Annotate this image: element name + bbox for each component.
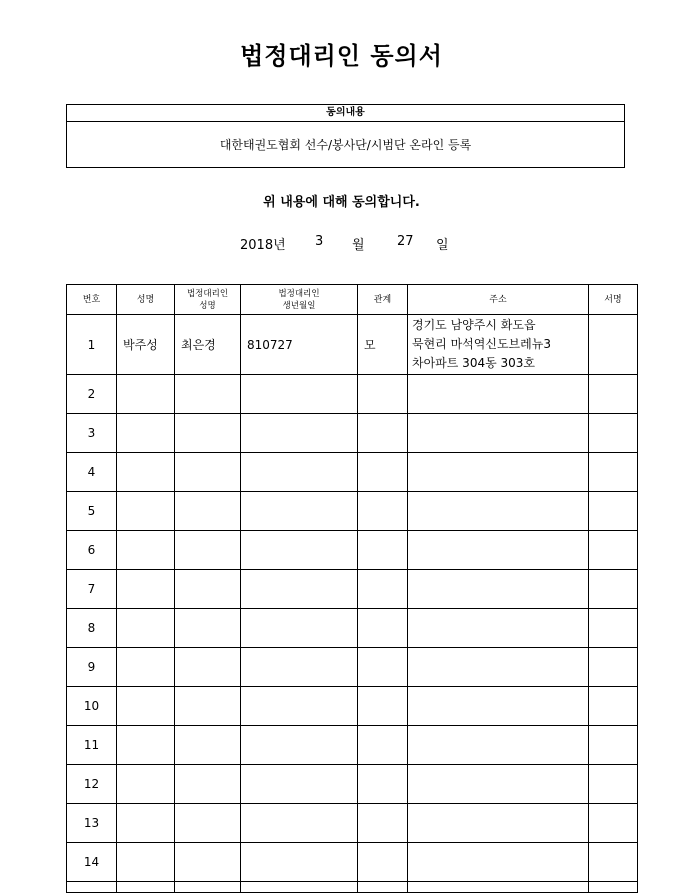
cell-name xyxy=(117,414,175,453)
table-row xyxy=(67,726,638,765)
cell-guardian-birth xyxy=(241,375,358,414)
cell-guardian-birth xyxy=(241,804,358,843)
cell-guardian-birth: 810727 xyxy=(241,315,358,375)
table-row xyxy=(67,453,638,492)
cell-guardian-birth xyxy=(241,609,358,648)
cell-signature xyxy=(589,609,638,648)
cell-signature xyxy=(589,492,638,531)
cell-guardian-birth xyxy=(241,492,358,531)
table-row xyxy=(67,609,638,648)
cell-guardian-birth xyxy=(241,531,358,570)
cell-address xyxy=(408,414,589,453)
empty-cell xyxy=(358,882,408,893)
cell-no: 2 xyxy=(67,375,117,414)
cell-signature xyxy=(589,315,638,375)
cell-no: 6 xyxy=(67,531,117,570)
cell-address xyxy=(408,531,589,570)
cell-guardian-name xyxy=(175,687,241,726)
table-row-partial xyxy=(67,882,638,893)
cell-name xyxy=(117,804,175,843)
table-row xyxy=(67,531,638,570)
table-row xyxy=(67,765,638,804)
cell-relation xyxy=(358,648,408,687)
cell-relation xyxy=(358,687,408,726)
cell-no: 5 xyxy=(67,492,117,531)
cell-address xyxy=(408,570,589,609)
cell-guardian-name xyxy=(175,804,241,843)
cell-name xyxy=(117,765,175,804)
cell-relation xyxy=(358,570,408,609)
cell-relation xyxy=(358,375,408,414)
cell-name xyxy=(117,570,175,609)
cell-guardian-name xyxy=(175,843,241,882)
empty-cell xyxy=(241,882,358,893)
cell-address xyxy=(408,687,589,726)
consent-content-body: 대한태권도협회 선수/봉사단/시범단 온라인 등록 xyxy=(219,138,472,152)
cell-address xyxy=(408,492,589,531)
header-name: 성명 xyxy=(117,285,175,315)
table-row xyxy=(67,648,638,687)
cell-signature xyxy=(589,726,638,765)
cell-no: 10 xyxy=(67,687,117,726)
guardian-list-table xyxy=(66,284,638,893)
cell-no: 1 xyxy=(67,315,117,375)
cell-relation xyxy=(358,726,408,765)
cell-relation xyxy=(358,609,408,648)
empty-cell xyxy=(67,882,117,893)
empty-cell xyxy=(117,882,175,893)
cell-name xyxy=(117,531,175,570)
table-row xyxy=(67,414,638,453)
cell-relation xyxy=(358,453,408,492)
empty-cell xyxy=(408,882,589,893)
cell-address xyxy=(408,648,589,687)
cell-signature xyxy=(589,375,638,414)
table-row xyxy=(67,570,638,609)
cell-guardian-birth xyxy=(241,765,358,804)
cell-name xyxy=(117,375,175,414)
header-guardian-birth: 법정대리인 생년월일 xyxy=(241,285,358,315)
cell-no: 13 xyxy=(67,804,117,843)
cell-guardian-name xyxy=(175,453,241,492)
cell-guardian-birth xyxy=(241,570,358,609)
cell-name: 박주성 xyxy=(117,315,175,375)
table-row xyxy=(67,375,638,414)
cell-no: 12 xyxy=(67,765,117,804)
cell-no: 7 xyxy=(67,570,117,609)
cell-no: 11 xyxy=(67,726,117,765)
empty-cell xyxy=(589,882,638,893)
table-row xyxy=(67,804,638,843)
table-row xyxy=(67,843,638,882)
cell-name xyxy=(117,492,175,531)
cell-signature xyxy=(589,453,638,492)
cell-address xyxy=(408,804,589,843)
cell-guardian-name xyxy=(175,492,241,531)
cell-guardian-name xyxy=(175,375,241,414)
agreement-statement: 위 내용에 대해 동의합니다. xyxy=(263,195,420,210)
cell-signature xyxy=(589,648,638,687)
date-day: 27 xyxy=(397,234,414,249)
cell-guardian-birth xyxy=(241,414,358,453)
cell-guardian-name xyxy=(175,648,241,687)
cell-address xyxy=(408,375,589,414)
cell-no: 8 xyxy=(67,609,117,648)
cell-name xyxy=(117,726,175,765)
cell-guardian-birth xyxy=(241,843,358,882)
cell-name xyxy=(117,843,175,882)
cell-address xyxy=(408,765,589,804)
cell-no: 14 xyxy=(67,843,117,882)
cell-signature xyxy=(589,570,638,609)
header-no: 번호 xyxy=(67,285,117,315)
date-day-unit: 일 xyxy=(436,238,449,253)
cell-guardian-name xyxy=(175,765,241,804)
cell-name xyxy=(117,453,175,492)
cell-guardian-birth xyxy=(241,453,358,492)
cell-guardian-birth xyxy=(241,726,358,765)
table-row xyxy=(67,687,638,726)
consent-content-box xyxy=(66,104,625,168)
cell-guardian-name xyxy=(175,531,241,570)
header-address: 주소 xyxy=(408,285,589,315)
cell-name xyxy=(117,648,175,687)
cell-relation xyxy=(358,414,408,453)
cell-no: 3 xyxy=(67,414,117,453)
cell-no: 9 xyxy=(67,648,117,687)
cell-name xyxy=(117,609,175,648)
consent-content-header: 동의내용 xyxy=(67,105,624,122)
header-signature: 서명 xyxy=(589,285,638,315)
cell-guardian-name xyxy=(175,414,241,453)
header-guardian-name: 법정대리인 성명 xyxy=(175,285,241,315)
table-header-row xyxy=(67,285,638,315)
cell-relation xyxy=(358,531,408,570)
date-year: 2018년 xyxy=(240,238,286,253)
cell-guardian-birth xyxy=(241,648,358,687)
cell-guardian-name xyxy=(175,609,241,648)
cell-address xyxy=(408,453,589,492)
table-row xyxy=(67,492,638,531)
cell-signature xyxy=(589,531,638,570)
date-month-unit: 월 xyxy=(352,238,365,253)
cell-relation xyxy=(358,765,408,804)
cell-guardian-name xyxy=(175,726,241,765)
cell-address xyxy=(408,726,589,765)
cell-signature xyxy=(589,765,638,804)
cell-relation xyxy=(358,843,408,882)
cell-guardian-name: 최은경 xyxy=(175,315,241,375)
cell-relation: 모 xyxy=(358,315,408,375)
cell-guardian-birth xyxy=(241,687,358,726)
cell-signature xyxy=(589,843,638,882)
cell-relation xyxy=(358,492,408,531)
cell-signature xyxy=(589,804,638,843)
empty-cell xyxy=(175,882,241,893)
cell-no: 4 xyxy=(67,453,117,492)
table-row xyxy=(67,315,638,375)
cell-relation xyxy=(358,804,408,843)
cell-signature xyxy=(589,414,638,453)
cell-guardian-name xyxy=(175,570,241,609)
cell-address: 경기도 남양주시 화도읍 묵현리 마석역신도브레뉴3 차아파트 304동 303호 xyxy=(408,315,589,375)
header-relation: 관계 xyxy=(358,285,408,315)
date-month: 3 xyxy=(315,234,324,249)
cell-address xyxy=(408,609,589,648)
cell-signature xyxy=(589,687,638,726)
cell-address xyxy=(408,843,589,882)
cell-name xyxy=(117,687,175,726)
page-title: 법정대리인 동의서 xyxy=(240,41,443,70)
